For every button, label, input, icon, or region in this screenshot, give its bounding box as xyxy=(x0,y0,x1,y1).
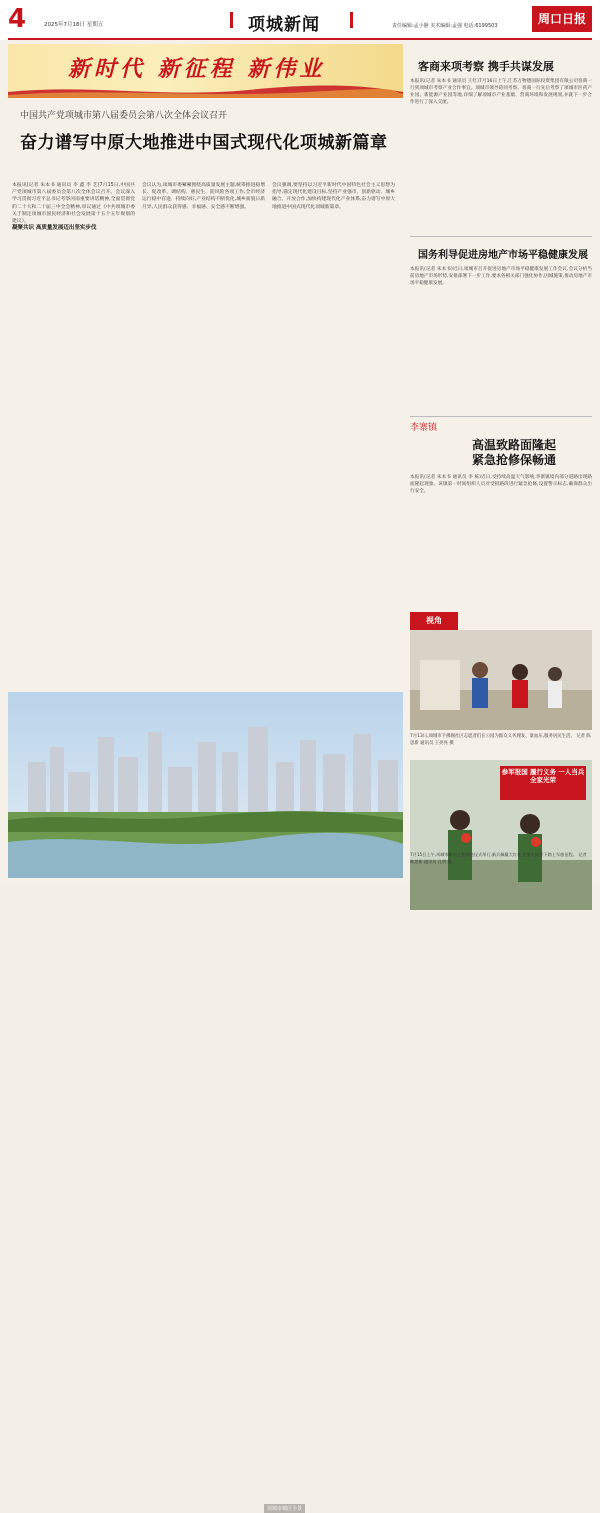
slogan-banner xyxy=(8,44,403,98)
main-headline: 奋力谱写中原大地推进中国式现代化项城新篇章 xyxy=(20,133,388,153)
photo-caption: 项城市城区全景 xyxy=(264,1504,305,1513)
page-number: 4 xyxy=(8,4,27,34)
photo1-caption: 7月13日,项城市千佛阁社区志愿者们在公园为群众义务理发、量血压,服务居民生活。 记者 陈思新 通讯员 王亮亮 摄 xyxy=(410,734,591,746)
divider-1 xyxy=(410,236,592,237)
story3-headline xyxy=(472,438,556,468)
divider-2 xyxy=(410,416,592,417)
article-column-2 xyxy=(142,182,265,686)
enlistment-photo xyxy=(410,760,592,910)
story2-headline: 国务利导促进房地产市场平稳健康发展 xyxy=(418,250,588,261)
community-photo xyxy=(410,630,592,730)
page-header xyxy=(0,0,600,40)
column-1-text: 本报讯(记者 朱本书 通讯员 李 鑫 李 艺)7月15日,中国共产党项城市第八届委员会第八次全体会议召开。会议深入学习贯彻习近平总书记考察河南重要讲话精神,全面贯彻党的二十大和二十届三中全会精神,审议通过《中共项城市委关于制定项城市国民经济和社会发展第十五个五年规划的建议》。 xyxy=(12,183,135,225)
right-column xyxy=(410,44,592,880)
story3-body: 本报讯(记者 朱本书 通讯员 李 栋)近日,受持续高温天气影响,李寨镇境内部分道路出现路面隆起现象。该镇第一时间组织人员对受损路段进行紧急抢修,设置警示标志,确保群众出行安全。 xyxy=(410,475,592,494)
editor-credits: 责任编辑:孟小静 美术编辑:孟强 电话:6199503 xyxy=(392,23,498,29)
column-2-text: 会议认为,项城市委紧紧围绕高质量发展主题,统筹推进稳增长、促改革、调结构、惠民生、防风险各项工作,全市经济运行稳中有进、持续向好,产业结构不断优化,城乡面貌日新月异,人民群众获得感、幸福感、安全感不断增强。 xyxy=(142,183,265,210)
section-bar-left xyxy=(230,12,233,28)
section-bar-right xyxy=(350,12,353,28)
section-title: 项城新闻 xyxy=(248,15,320,35)
main-article xyxy=(8,44,403,1512)
story3-headline-line2: 紧急抢修保畅通 xyxy=(472,453,557,467)
community-image xyxy=(410,630,592,730)
city-skyline-photo xyxy=(8,692,403,1512)
masthead-logo: 周口日报 xyxy=(532,6,592,32)
town-label: 李寨镇 xyxy=(410,423,438,433)
header-rule xyxy=(8,38,592,40)
story3-headline-line1: 高温致路面隆起 xyxy=(472,438,557,452)
banner-slogan: 新时代 新征程 新伟业 xyxy=(68,56,326,82)
article-column-1 xyxy=(12,182,135,686)
photo2-caption: 7月15日上午,项城市新兵入伍欢送仪式举行,新兵佩戴大红花,在家人陪伴下踏上军旅征程。 记者 陈思新 通讯员 孔明 摄 xyxy=(410,852,587,864)
article-column-3 xyxy=(272,182,395,686)
issue-date: 2025年7月18日 星期五 xyxy=(44,22,104,28)
story1-body: 本报讯(记者 朱本书 通讯员 王红)7月16日上午,江苏万物德国际投资集团有限公司客商一行到项城市考察产业合作事宜。项城市领导陪同考察。客商一行先后考察了项城市医药产业园、新能源产业园等地,详细了解项城市产业基础、营商环境和发展规划,并就下一步合作进行了深入交流。 xyxy=(410,79,592,105)
city-skyline-image xyxy=(8,692,403,878)
photo-corner-label: 视角 xyxy=(410,612,458,630)
enlistment-banner-text: 参军报国 履行义务 一人当兵 全家光荣 xyxy=(501,768,585,784)
story1-headline: 客商来项考察 携手共谋发展 xyxy=(418,60,554,73)
column-3-text: 会议强调,要坚持以习近平新时代中国特色社会主义思想为指导,锚定现代化建设目标,坚持产业强市、创新驱动、城乡融合、开放合作,加快构建现代化产业体系,奋力谱写中原大地推进中国式现代化项城新篇章。 xyxy=(272,183,395,210)
story2-body: 本报讯(记者 朱本书)近日,项城市召开促进房地产市场平稳健康发展工作会议,会议分析当前房地产市场形势,安排部署下一步工作,要求各相关部门强化协作,因城施策,推动房地产市场平稳健康发展。 xyxy=(410,267,592,286)
column-subheading: 凝聚共识 高质量发展迈出坚实步伐 xyxy=(12,225,97,232)
meeting-subtitle: 中国共产党项城市第八届委员会第八次全体会议召开 xyxy=(20,111,228,121)
banner-wave-graphic xyxy=(8,82,403,98)
